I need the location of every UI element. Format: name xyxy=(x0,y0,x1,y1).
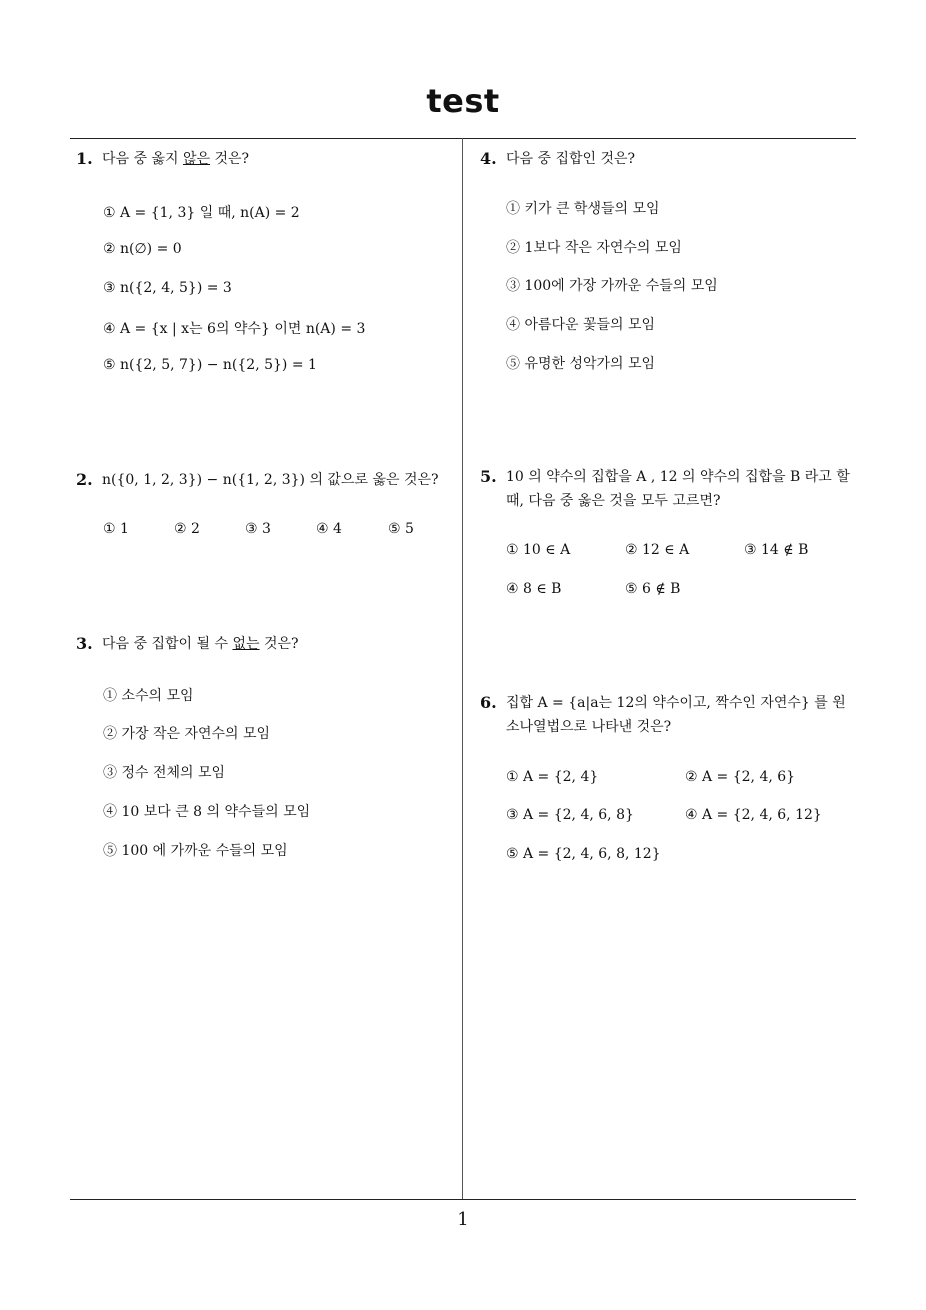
option-6-2[interactable]: ② A = {2, 4, 6} xyxy=(685,769,796,785)
option-2-3[interactable]: ③ 3 xyxy=(245,521,271,537)
option-1-2[interactable]: ② n(∅) = 0 xyxy=(103,241,182,257)
page-number: 1 xyxy=(457,1209,469,1230)
option-5-4[interactable]: ④ 8 ∈ B xyxy=(506,581,562,597)
option-3-4[interactable]: ④ 10 보다 큰 8 의 약수들의 모임 xyxy=(103,804,311,820)
option-2-2[interactable]: ② 2 xyxy=(174,521,200,537)
question-5 xyxy=(480,465,860,513)
question-number: 1. xyxy=(76,149,93,168)
page-title: test xyxy=(426,82,500,120)
header-rule xyxy=(70,138,856,139)
question-number: 5. xyxy=(480,467,497,486)
option-1-5[interactable]: ⑤ n({2, 5, 7}) − n({2, 5}) = 1 xyxy=(103,357,317,373)
question-3 xyxy=(76,632,456,656)
option-3-5[interactable]: ⑤ 100 에 가까운 수들의 모임 xyxy=(103,843,288,859)
question-number: 4. xyxy=(480,149,497,168)
option-1-4[interactable]: ④ A = {x | x는 6의 약수} 이면 n(A) = 3 xyxy=(103,321,366,337)
question-4 xyxy=(480,147,860,171)
option-2-5[interactable]: ⑤ 5 xyxy=(388,521,414,537)
option-4-2[interactable]: ② 1보다 작은 자연수의 모임 xyxy=(506,240,682,256)
option-2-4[interactable]: ④ 4 xyxy=(316,521,342,537)
option-5-1[interactable]: ① 10 ∈ A xyxy=(506,542,571,558)
question-stem: 10 의 약수의 집합을 A , 12 의 약수의 집합을 B 라고 할 때, 다음 중 옳은 것을 모두 고르면? xyxy=(506,469,850,509)
option-2-1[interactable]: ① 1 xyxy=(103,521,129,537)
question-stem: 집합 A = {a|a는 12의 약수이고, 짝수인 자연수} 를 원소나열법으로 나타낸 것은? xyxy=(506,695,846,735)
option-1-3[interactable]: ③ n({2, 4, 5}) = 3 xyxy=(103,280,232,296)
question-number: 2. xyxy=(76,470,93,489)
question-number: 6. xyxy=(480,693,497,712)
question-2 xyxy=(76,468,456,492)
option-4-4[interactable]: ④ 아름다운 꽃들의 모임 xyxy=(506,317,656,333)
question-6 xyxy=(480,691,860,739)
option-6-3[interactable]: ③ A = {2, 4, 6, 8} xyxy=(506,807,634,823)
option-6-4[interactable]: ④ A = {2, 4, 6, 12} xyxy=(685,807,822,823)
option-3-2[interactable]: ② 가장 작은 자연수의 모임 xyxy=(103,726,271,742)
option-1-1[interactable]: ① A = {1, 3} 일 때, n(A) = 2 xyxy=(103,205,300,221)
option-4-3[interactable]: ③ 100에 가장 가까운 수들의 모임 xyxy=(506,278,718,294)
emphasis-underline: 않은 xyxy=(182,151,211,167)
question-number: 3. xyxy=(76,634,93,653)
option-6-1[interactable]: ① A = {2, 4} xyxy=(506,769,599,785)
question-stem: 다음 중 집합이 될 수 없는 것은? xyxy=(102,636,299,652)
option-5-5[interactable]: ⑤ 6 ∉ B xyxy=(625,581,681,597)
footer-rule xyxy=(70,1199,856,1200)
option-5-3[interactable]: ③ 14 ∉ B xyxy=(744,542,809,558)
option-4-5[interactable]: ⑤ 유명한 성악가의 모임 xyxy=(506,356,656,372)
option-3-1[interactable]: ① 소수의 모임 xyxy=(103,688,194,704)
option-4-1[interactable]: ① 키가 큰 학생들의 모임 xyxy=(506,201,660,217)
column-divider xyxy=(462,138,463,1200)
question-stem: 다음 중 집합인 것은? xyxy=(506,151,636,167)
option-3-3[interactable]: ③ 정수 전체의 모임 xyxy=(103,765,226,781)
option-5-2[interactable]: ② 12 ∈ A xyxy=(625,542,690,558)
question-1 xyxy=(76,147,456,171)
question-stem: 다음 중 옳지 않은 것은? xyxy=(102,151,250,167)
question-stem: n({0, 1, 2, 3}) − n({1, 2, 3}) 의 값으로 옳은 것은? xyxy=(102,472,439,488)
option-6-5[interactable]: ⑤ A = {2, 4, 6, 8, 12} xyxy=(506,846,661,862)
emphasis-underline: 없는 xyxy=(232,636,260,652)
